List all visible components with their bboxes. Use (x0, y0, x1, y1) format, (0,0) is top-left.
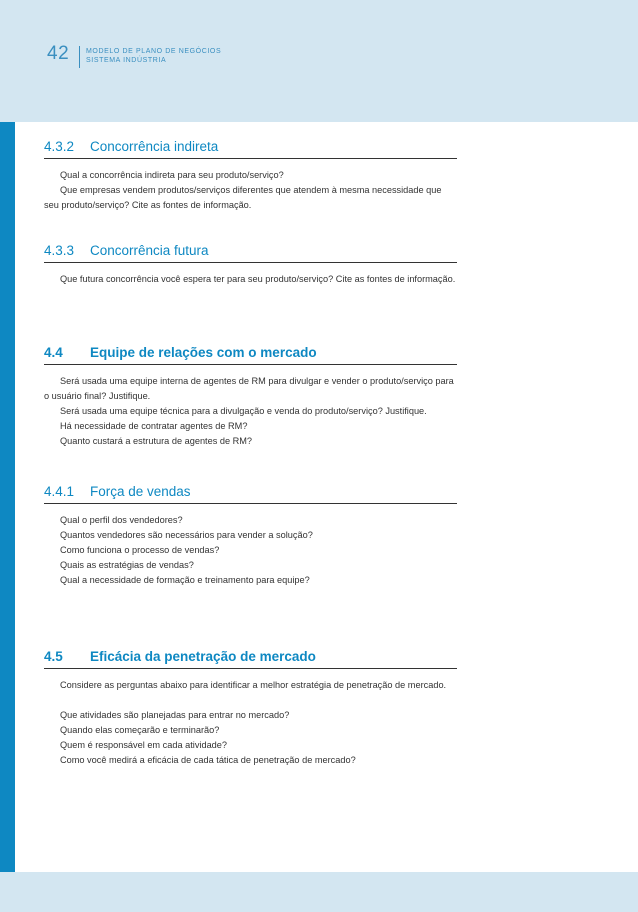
section-number: 4.4.1 (44, 484, 75, 499)
paragraph: Há necessidade de contratar agentes de RM? (60, 421, 248, 431)
section-body (44, 374, 457, 449)
section-equipe-relacoes-mercado (44, 345, 457, 449)
section-title: Concorrência indireta (90, 139, 219, 154)
header-document-title: MODELO DE PLANO DE NEGÓCIOS (86, 48, 222, 55)
paragraph: Que empresas vendem produtos/serviços diferentes que atendem à mesma necessidade que seu produto/serviço? Cite as fontes de informação. (44, 185, 442, 210)
section-number: 4.4 (44, 345, 63, 360)
section-title: Eficácia da penetração de mercado (90, 649, 316, 664)
header-document-subtitle: SISTEMA INDÚSTRIA (86, 57, 167, 64)
section-heading (44, 139, 457, 159)
section-heading (44, 243, 457, 263)
section-eficacia-penetracao-mercado (44, 649, 457, 768)
side-accent-bar (0, 122, 15, 872)
section-number: 4.3.3 (44, 243, 75, 258)
section-number: 4.5 (44, 649, 63, 664)
section-body (44, 513, 457, 588)
section-body (44, 678, 457, 768)
paragraph: Que futura concorrência você espera ter para seu produto/serviço? Cite as fontes de informação. (60, 274, 456, 284)
paragraph: Qual o perfil dos vendedores? (60, 515, 183, 525)
paragraph: Quando elas começarão e terminarão? (60, 725, 220, 735)
paragraph: Como você medirá a eficácia de cada tática de penetração de mercado? (60, 755, 356, 765)
section-title: Equipe de relações com o mercado (90, 345, 317, 360)
section-number: 4.3.2 (44, 139, 75, 154)
section-concorrencia-indireta (44, 139, 457, 213)
paragraph: Qual a necessidade de formação e treinamento para equipe? (60, 575, 310, 585)
paragraph: Quanto custará a estrutura de agentes de RM? (60, 436, 253, 446)
section-title: Concorrência futura (90, 243, 209, 258)
intro-paragraph: Considere as perguntas abaixo para identificar a melhor estratégia de penetração de mercado. (60, 680, 447, 690)
section-forca-de-vendas (44, 484, 457, 588)
section-heading (44, 484, 457, 504)
footer-band (0, 872, 638, 912)
paragraph-gap (44, 693, 457, 708)
section-concorrencia-futura (44, 243, 457, 287)
paragraph: Quantos vendedores são necessários para vender a solução? (60, 530, 313, 540)
section-heading (44, 345, 457, 365)
paragraph: Será usada uma equipe interna de agentes de RM para divulgar e vender o produto/serviço para o usuário final? Justifique. (44, 376, 454, 401)
section-heading (44, 649, 457, 669)
page-number: 42 (47, 43, 70, 64)
paragraph: Quais as estratégias de vendas? (60, 560, 194, 570)
paragraph: Quem é responsável em cada atividade? (60, 740, 228, 750)
section-body (44, 272, 457, 287)
paragraph: Que atividades são planejadas para entrar no mercado? (60, 710, 290, 720)
section-title: Força de vendas (90, 484, 191, 499)
paragraph: Será usada uma equipe técnica para a divulgação e venda do produto/serviço? Justifique. (60, 406, 427, 416)
paragraph: Como funciona o processo de vendas? (60, 545, 220, 555)
paragraph: Qual a concorrência indireta para seu produto/serviço? (60, 170, 284, 180)
header-divider (79, 46, 80, 68)
section-body (44, 168, 457, 213)
